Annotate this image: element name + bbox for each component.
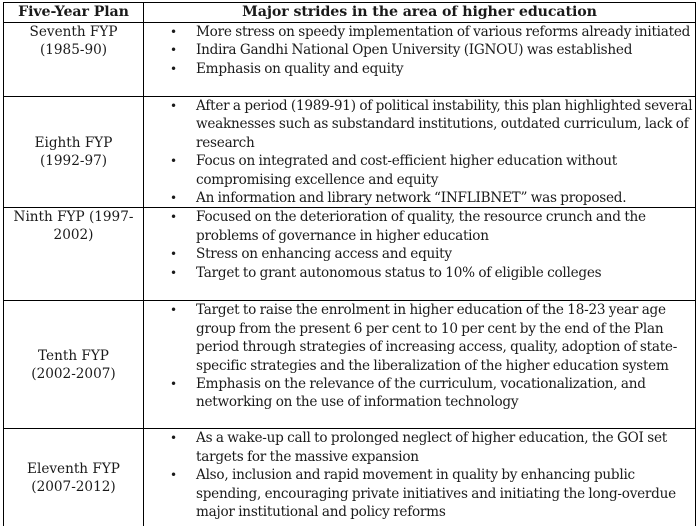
- table-row-tenth-fyp: [4, 301, 696, 429]
- plan-cell: [4, 301, 144, 429]
- plan-cell: [4, 97, 144, 208]
- list-item: [170, 60, 695, 78]
- list-item-text: After a period (1989-91) of political instability, this plan highlighted several weaknesses such as substandard institutions, outdated curriculum, lack of research: [196, 98, 693, 151]
- bullet-icon: •: [170, 377, 177, 392]
- plan-years: (1992-97): [39, 153, 108, 170]
- strides-cell: [144, 208, 696, 301]
- list-item: [170, 466, 695, 521]
- plan-name: Seventh FYP: [29, 24, 118, 40]
- five-year-plan-table: [3, 2, 696, 526]
- table-row-eleventh-fyp: [4, 429, 696, 527]
- list-item: [170, 429, 695, 466]
- list-item-text: Focus on integrated and cost-efficient higher education without compromising excellence and equity: [196, 153, 618, 188]
- strides-list: [144, 97, 695, 207]
- bullet-icon: •: [170, 468, 177, 483]
- bullet-icon: •: [170, 191, 177, 206]
- list-item-text: Stress on enhancing access and equity: [196, 246, 452, 263]
- plan-years: (1985-90): [39, 42, 108, 58]
- bullet-icon: •: [170, 210, 177, 225]
- plan-cell: [4, 208, 144, 301]
- plan-years: (2002-2007): [31, 365, 116, 382]
- plan-name: Eleventh FYP: [27, 460, 120, 477]
- plan-name: Tenth FYP: [38, 347, 109, 364]
- list-item-text: As a wake-up call to prolonged neglect of higher education, the GOI set targets for the massive expansion: [196, 430, 667, 465]
- strides-cell: [144, 429, 696, 527]
- list-item: [170, 152, 695, 189]
- bullet-icon: •: [170, 265, 177, 280]
- plan-cell: [4, 429, 144, 527]
- table-row-ninth-fyp: [4, 208, 696, 301]
- plan-cell: [4, 23, 144, 97]
- list-item-text: Target to grant autonomous status to 10% of eligible colleges: [196, 264, 602, 281]
- bullet-icon: •: [170, 61, 177, 76]
- list-item: [170, 245, 695, 263]
- table-row-seventh-fyp: [4, 23, 696, 97]
- list-item-text: Emphasis on quality and equity: [196, 60, 404, 77]
- list-item: [170, 23, 695, 41]
- list-item: [170, 301, 695, 375]
- bullet-icon: •: [170, 247, 177, 262]
- list-item-text: Emphasis on the relevance of the curriculum, vocationalization, and networking on the use of information technology: [196, 376, 646, 411]
- strides-cell: [144, 23, 696, 97]
- list-item-text: Target to raise the enrolment in higher education of the 18-23 year age group from the present 6 per cent to 10 per cent by the end of the Plan period through strategies of increasing access, quality, adoption of state-specific strategies and the liberalization of the higher education system: [196, 302, 678, 374]
- list-item: [170, 97, 695, 152]
- plan-years: (2007-2012): [31, 478, 116, 495]
- strides-list: [144, 429, 695, 521]
- bullet-icon: •: [170, 43, 177, 58]
- bullet-icon: •: [170, 303, 177, 318]
- header-major-strides: Major strides in the area of higher education: [144, 3, 696, 23]
- header-five-year-plan: Five-Year Plan: [4, 3, 144, 23]
- list-item-text: More stress on speedy implementation of various reforms already initiated: [196, 24, 691, 40]
- strides-cell: [144, 97, 696, 208]
- list-item: [170, 375, 695, 412]
- bullet-icon: •: [170, 431, 177, 446]
- strides-list: [144, 208, 695, 282]
- plan-years: 2002): [53, 227, 94, 244]
- list-item-text: Also, inclusion and rapid movement in quality by enhancing public spending, encouraging private initiatives and initiating the long-overdue major institutional and policy reforms: [196, 467, 676, 521]
- plan-name: Eighth FYP: [34, 135, 113, 152]
- bullet-icon: •: [170, 154, 177, 169]
- list-item-text: Indira Gandhi National Open University (IGNOU) was established: [196, 42, 633, 59]
- strides-list: [144, 301, 695, 411]
- list-item: [170, 264, 695, 282]
- bullet-icon: •: [170, 25, 177, 39]
- list-item: [170, 41, 695, 59]
- bullet-icon: •: [170, 99, 177, 113]
- list-item: [170, 189, 695, 207]
- table-row-eighth-fyp: [4, 97, 696, 208]
- list-item-text: An information and library network “INFLIBNET” was proposed.: [196, 190, 627, 207]
- plan-name: Ninth FYP (1997-: [13, 209, 134, 226]
- table-header-row: [4, 3, 696, 23]
- strides-list: [144, 23, 695, 78]
- list-item: [170, 208, 695, 245]
- list-item-text: Focused on the deterioration of quality, the resource crunch and the problems of governance in higher education: [196, 209, 646, 244]
- strides-cell: [144, 301, 696, 429]
